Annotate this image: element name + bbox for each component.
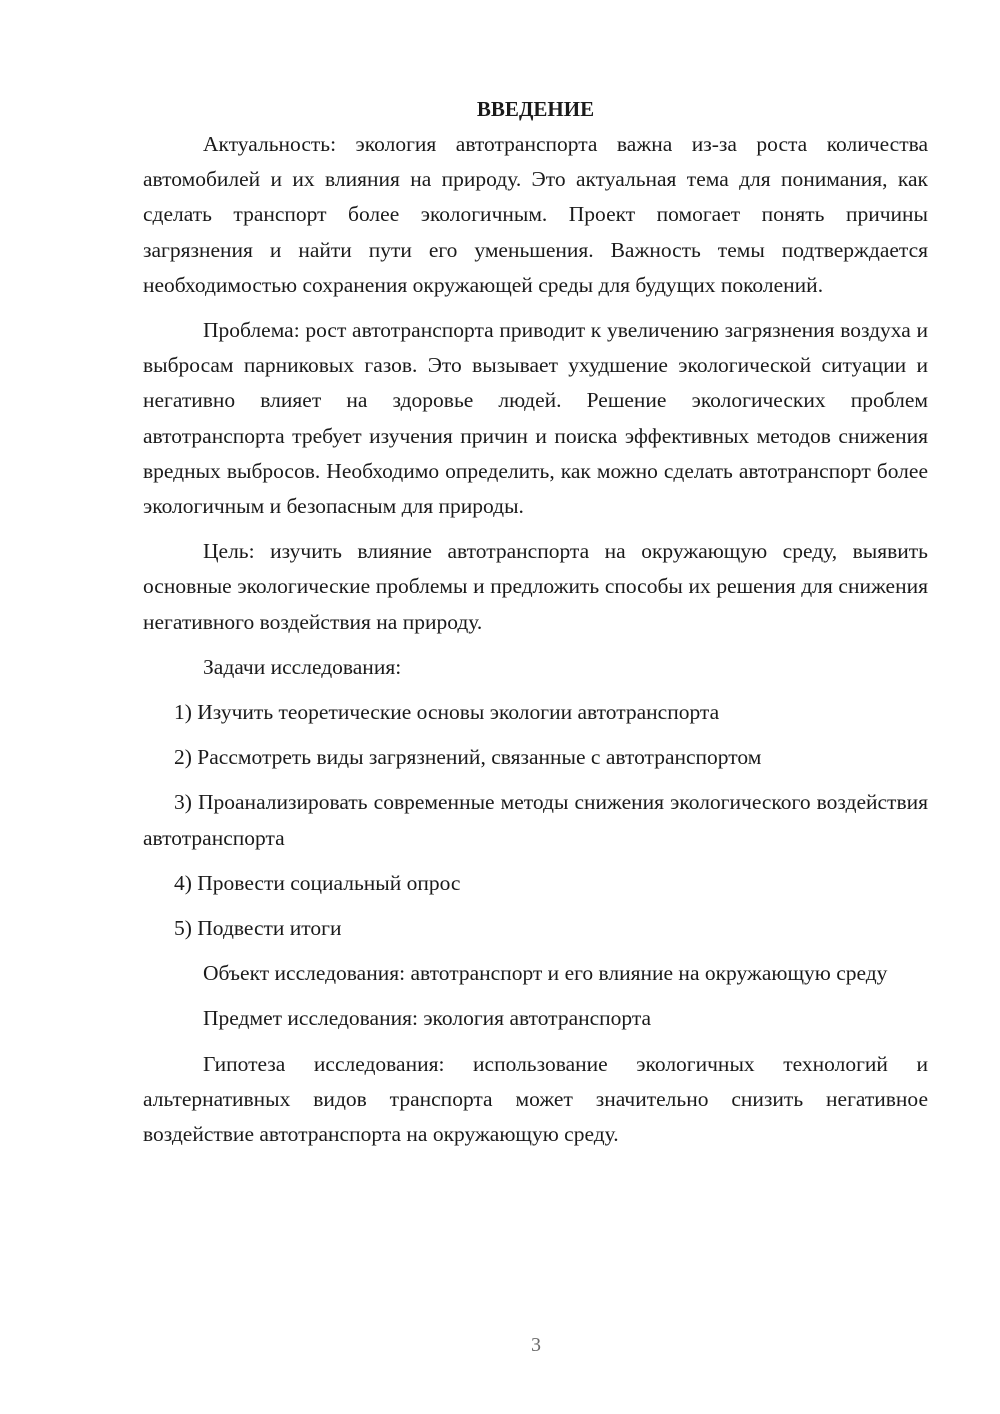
hypothesis-paragraph: Гипотеза исследования: использование экологичных технологий и альтернативных видов транспорта может значительно снизить негативное воздействие автотранспорта на окружающую среду. xyxy=(143,1051,928,1147)
tasks-heading: Задачи исследования: xyxy=(203,654,402,679)
goal-paragraph: Цель: изучить влияние автотранспорта на окружающую среду, выявить основные экологические проблемы и предложить способы их решения для снижения негативного воздействия на природу. xyxy=(143,539,928,634)
list-item: 3) Проанализировать современные методы снижения экологического воздействия автотранспорта xyxy=(143,790,928,850)
page-title: ВВЕДЕНИЕ xyxy=(476,97,595,121)
list-item: 2) Рассмотреть виды загрязнений, связанные с автотранспортом xyxy=(174,745,762,770)
page-number: 3 xyxy=(531,1334,541,1356)
list-item: 5) Подвести итоги xyxy=(174,916,342,941)
list-item: 4) Провести социальный опрос xyxy=(174,870,461,895)
subject-paragraph: Предмет исследования: экология автотранспорта xyxy=(203,1006,652,1031)
document-page xyxy=(143,92,928,1162)
problem-paragraph: Проблема: рост автотранспорта приводит к увеличению загрязнения воздуха и выбросам парниковых газов. Это вызывает ухудшение экологической ситуации и негативно влияет на здоровье людей. Решение экологических проблем автотранспорта требует изучения причин и поиска эффективных методов снижения вредных выбросов. Необходимо определить, как можно сделать автотранспорт более экологичным и безопасным для природы. xyxy=(143,318,928,519)
relevance-paragraph: Актуальность: экология автотранспорта важна из-за роста количества автомобилей и их влияния на природу. Это актуальная тема для понимания, как сделать транспорт более экологичным. Проект помогает понять причины загрязнения и найти пути его уменьшения. Важность темы подтверждается необходимостью сохранения окружающей среды для будущих поколений. xyxy=(143,132,928,297)
tasks-list xyxy=(143,695,928,946)
object-paragraph: Объект исследования: автотранспорт и его влияние на окружающую среду xyxy=(203,961,888,986)
list-item: 1) Изучить теоретические основы экологии автотранспорта xyxy=(174,700,720,725)
